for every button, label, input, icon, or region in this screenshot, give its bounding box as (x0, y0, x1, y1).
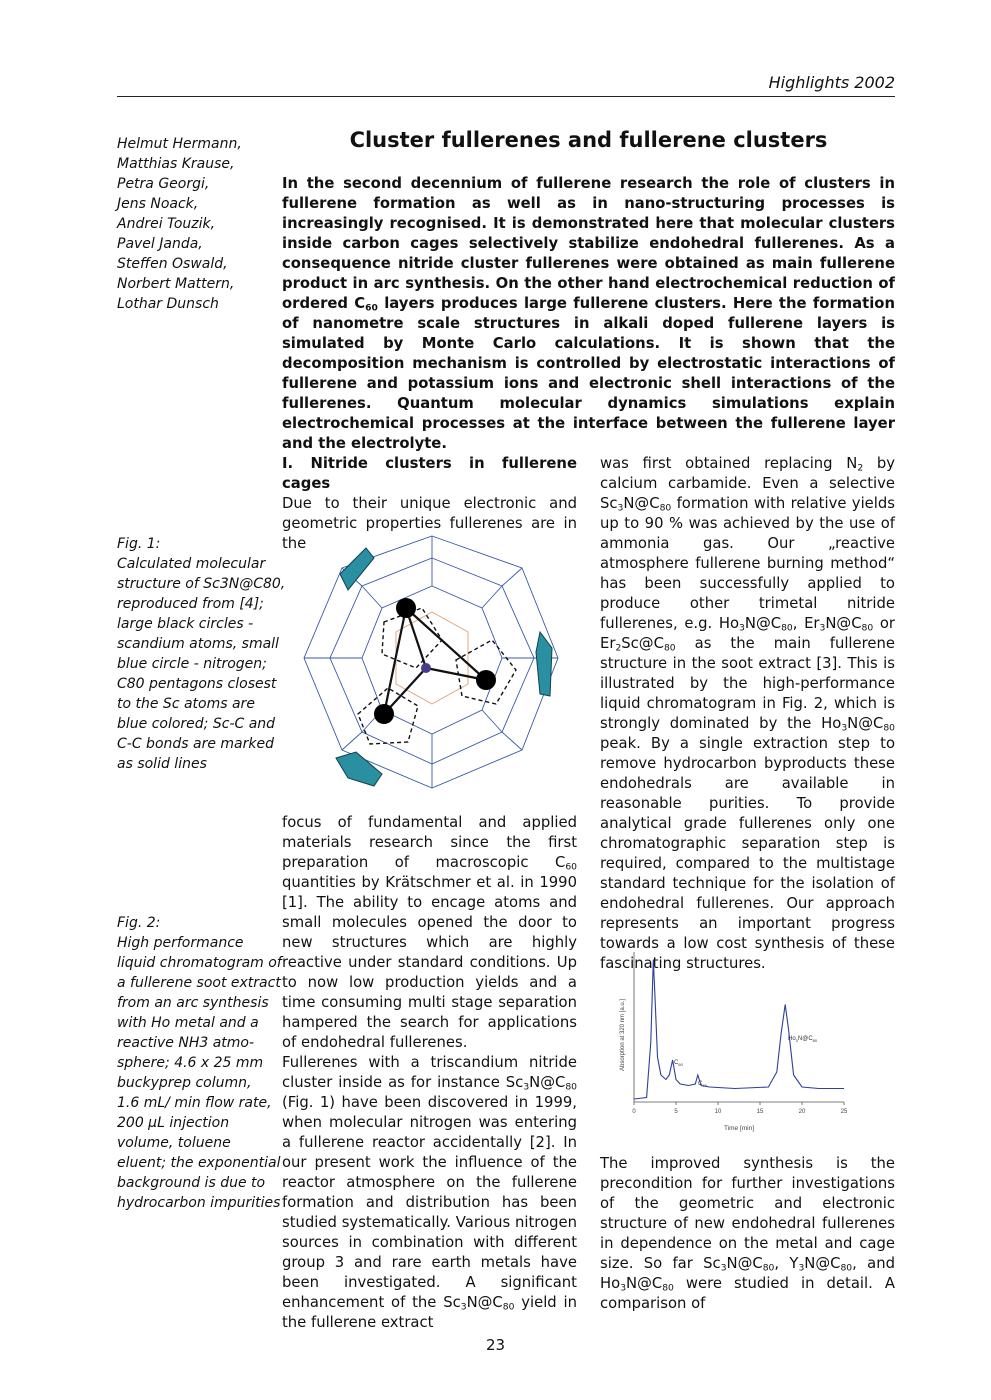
fig2-caption (117, 913, 282, 1213)
column-1-bottom (282, 813, 577, 1333)
nitrogen-atom (421, 663, 431, 673)
caption-line: reactive NH3 atmo- (117, 1035, 255, 1051)
author: Petra Georgi, (117, 176, 210, 192)
caption-line: hydrocarbon impurities (117, 1195, 281, 1211)
caption-line: 1.6 mL/ min flow rate, (117, 1095, 272, 1111)
author: Matthias Krause, (117, 156, 235, 172)
author: Pavel Janda, (117, 236, 203, 252)
molecular-structure-figure (296, 528, 568, 796)
caption-line: large black circles - (117, 616, 254, 632)
caption-line: Calculated molecular (117, 556, 266, 572)
x-tick-label: 10 (714, 1109, 722, 1115)
fig1-caption (117, 534, 286, 774)
paragraph: was first obtained replacing $N_2$ by calcium carbamide. Even a selective $Sc_3N@C_{80}$ formation with relative yields up to 90 % was achieved by the use of ammonia gas. Our „reactive atmosphere fullerene burning method“ has been successfully applied to produce other trimetal nitride fullerenes, e.g. $Ho_3N@C_{80}$, $Er_3N@C_{80}$ or $Er_2Sc@C_{80}$ as the main fullerene structure in the soot extract [3]. This is illustrated by the high-performance liquid chromatogram in Fig. 2, which is strongly dominated by the $Ho_3N@C_{80}$ peak. By a single extraction step to remove hydrocarbon byproducts these endohedrals are available in reasonable purities. To provide analytical grade fullerenes only one chromatographic separation step is required, compared to the multistage standard technique for the isolation of endohedral fullerenes. Our approach represents an important progress towards a low cost synthesis of these fascinating structures. (600, 455, 895, 972)
x-tick-label: 25 (840, 1109, 848, 1115)
caption-line: from an arc synthesis (117, 995, 269, 1011)
x-ticks (632, 1102, 848, 1115)
paragraph: Due to their unique electronic and geometric properties fullerenes are in the (282, 495, 577, 552)
column-2-top (600, 454, 895, 974)
caption-line: structure of Sc3N@C80, (117, 576, 286, 592)
section-heading: I. Nitride clusters in fullerene cages (282, 455, 577, 492)
author: Andrei Touzik, (117, 216, 216, 232)
article-title: Cluster fullerenes and fullerene clusters (349, 128, 828, 152)
fig1-label: Fig. 1: (117, 536, 161, 552)
x-tick-label: 20 (798, 1109, 806, 1115)
x-tick-label: 15 (756, 1109, 764, 1115)
x-tick-label: 0 (632, 1109, 636, 1115)
caption-line: eluent; the exponential (117, 1155, 281, 1171)
caption-line: sphere; 4.6 x 25 mm (117, 1055, 264, 1071)
caption-line: blue colored; Sc-C and (117, 716, 276, 732)
author: Steffen Oswald, (117, 256, 228, 272)
caption-line: as solid lines (117, 756, 207, 772)
paragraph: focus of fundamental and applied materials research since the first preparation of macroscopic $C_{60}$ quantities by Krätschmer et al. in 1990 [1]. The ability to encage atoms and small molecules opened the door to new structures which are highly reactive under standard conditions. Up to now low production yields and a time consuming multi stage separation hampered the search for applications of endohedral fullerenes. (282, 814, 577, 1051)
column-2-bottom (600, 1154, 895, 1314)
caption-line: High performance (117, 935, 244, 951)
caption-line: with Ho metal and a (117, 1015, 259, 1031)
chromatogram-chart (612, 946, 852, 1136)
caption-line: a fullerene soot extract (117, 975, 281, 991)
caption-line: volume, toluene (117, 1135, 231, 1151)
caption-line: blue circle - nitrogen; (117, 656, 267, 672)
scandium-atom (476, 670, 496, 690)
paragraph: Fullerenes with a triscandium nitride cluster inside as for instance $Sc_3N@C_{80}$ (Fig. 1) have been discovered in 1999, when molecular nitrogen was entering a fullerene reactor accidentally [2]. In our present work the influence of the reactor atmosphere on the fullerene formation and distribution has been studied systematically. Various nitrogen sources in combination with different group 3 and rare earth metals have been investigated. A significant enhancement of the $Sc_3N@C_{80}$ yield in the fullerene extract (282, 1054, 577, 1331)
author: Norbert Mattern, (117, 276, 235, 292)
caption-line: 200 µL injection (117, 1115, 230, 1131)
peak-label-c70: $C_{70}$ (698, 1081, 707, 1088)
paragraph: The improved synthesis is the precondition for further investigations of the geometric and electronic structure of new endohedral fullerenes in dependence on the metal and cage size. So far $Sc_3N@C_{80}$, $Y_3N@C_{80}$, and $Ho_3N@C_{80}$ were studied in detail. A comparison of (600, 1155, 895, 1312)
caption-line: background is due to (117, 1175, 266, 1191)
scandium-atom (374, 704, 394, 724)
scandium-atom (396, 598, 416, 618)
header-rule (117, 96, 895, 97)
page-number: 23 (485, 1336, 506, 1354)
author-list (117, 134, 275, 314)
caption-line: reproduced from [4]; (117, 596, 264, 612)
caption-line: C-C bonds are marked (117, 736, 274, 752)
caption-line: C80 pentagons closest (117, 676, 277, 692)
peak-label-ho3n-c80: $Ho_3N@C_{80}$ (788, 1036, 818, 1043)
caption-line: scandium atoms, small (117, 636, 279, 652)
caption-line: liquid chromatogram of (117, 955, 282, 971)
x-axis-label: Time [min] (723, 1125, 755, 1132)
caption-line: buckyprep column, (117, 1075, 252, 1091)
abstract: In the second decennium of fullerene research the role of clusters in fullerene formation as well as in nano-structuring processes is increasingly recognised. It is demonstrated here that molecular clusters inside carbon cages selectively stabilize endohedral fullerenes. As a consequence nitride cluster fullerenes were obtained as main fullerene product in arc synthesis. On the other hand electrochemical reduction of ordered $C_{60}$ layers produces large fullerene clusters. Here the formation of nanometre scale structures in alkali doped fullerene layers is simulated by Monte Carlo calculations. It is shown that the decomposition mechanism is controlled by electrostatic interactions of fullerene and potassium ions and electronic shell interactions of the fullerenes. Quantum molecular dynamics simulations explain electrochemical processes at the interface between the fullerene layer and the electrolyte. (282, 175, 895, 452)
chromatogram-trace (634, 960, 844, 1100)
fig2-label: Fig. 2: (117, 915, 161, 931)
y-axis-label: Absorption at 320 nm [a.u.] (620, 998, 626, 1071)
x-tick-label: 5 (674, 1109, 678, 1115)
running-header: Highlights 2002 (768, 73, 895, 92)
author: Jens Noack, (117, 196, 199, 212)
caption-line: to the Sc atoms are (117, 696, 255, 712)
peak-label-c60: $C_{60}$ (674, 1060, 683, 1067)
author: Lothar Dunsch (117, 296, 219, 312)
author: Helmut Hermann, (117, 136, 242, 152)
